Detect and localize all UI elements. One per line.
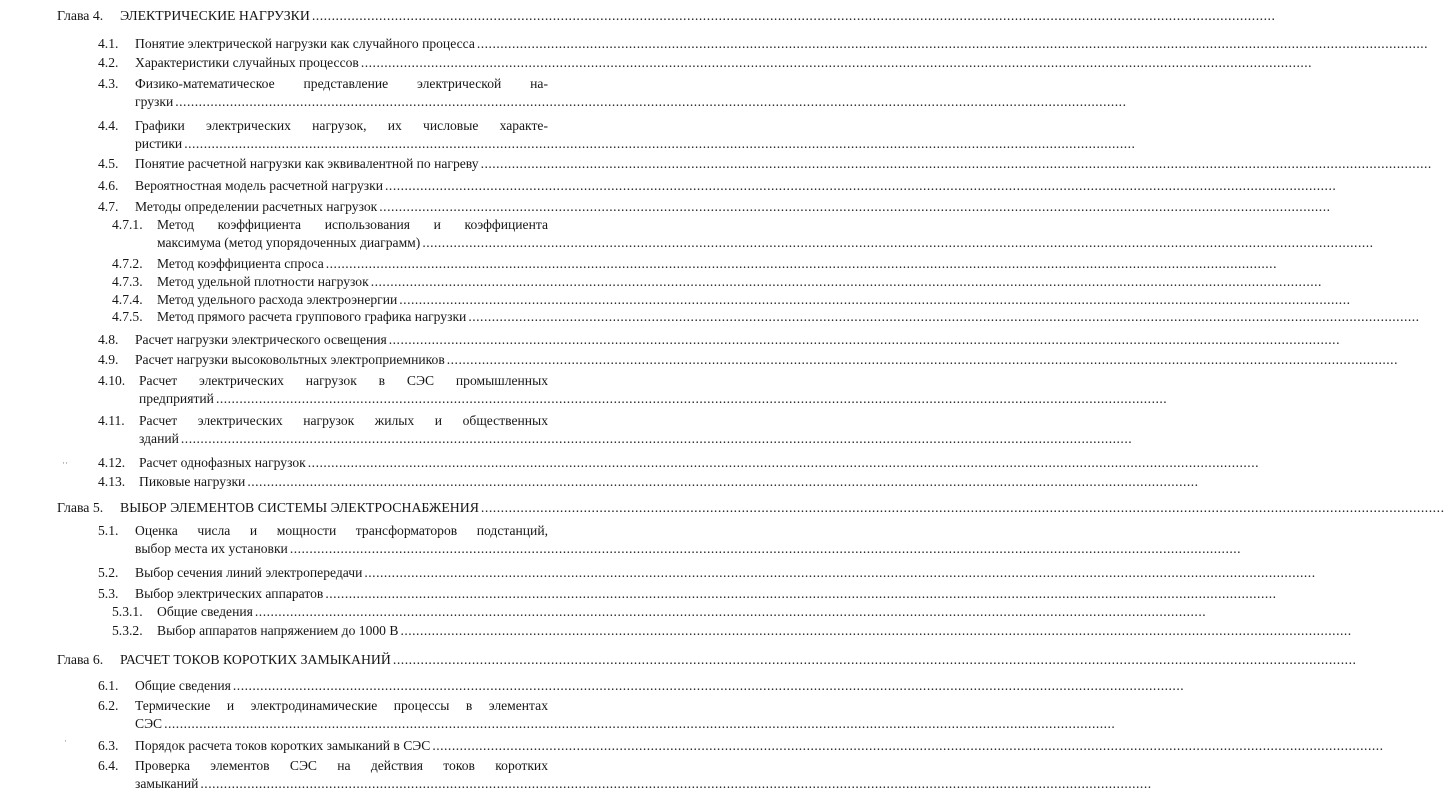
- toc-line: [98, 564, 548, 582]
- toc-entry-s6-3: [98, 737, 548, 755]
- toc-entry-s4-7-5: [112, 308, 548, 326]
- toc-line: [98, 198, 548, 216]
- toc-title: Порядок расчета токов коротких замыканий в СЭС: [135, 738, 431, 753]
- dot-leader: [200, 775, 1151, 793]
- toc-entry-s4-2: [98, 54, 548, 72]
- dot-leader: [477, 35, 1428, 53]
- toc-entry-s4-7-1: [112, 216, 548, 252]
- toc-title: Расчет нагрузки высоковольтных электроприемников: [135, 352, 445, 367]
- dot-leader: [290, 540, 1241, 558]
- toc-entry-s5-3-2: [112, 622, 548, 640]
- toc-title: Графики электрических нагрузок, их числовые характе-: [135, 118, 548, 133]
- toc-entry-s5-3: [98, 585, 548, 603]
- dot-leader: [164, 715, 1115, 733]
- toc-number: 4.5.: [98, 156, 119, 171]
- toc-line: [57, 7, 548, 25]
- toc-entry-s4-12: [98, 454, 548, 472]
- toc-title: Метод удельного расхода электроэнергии: [157, 292, 398, 307]
- dot-leader: [400, 622, 1351, 640]
- toc-line: [98, 351, 548, 369]
- toc-line: [98, 54, 548, 72]
- toc-line: [98, 522, 548, 540]
- dot-leader: [422, 234, 1373, 252]
- toc-title: Метод коэффициента использования и коэффициента: [157, 217, 548, 232]
- toc-entry-s4-11: [98, 412, 548, 448]
- toc-title: зданий: [139, 431, 179, 446]
- toc-number: 5.2.: [98, 565, 119, 580]
- table-of-contents-page: [0, 0, 566, 796]
- toc-title: Проверка элементов СЭС на действия токов коротких: [135, 758, 548, 773]
- dot-leader: [447, 351, 1398, 369]
- toc-line: [98, 677, 548, 695]
- toc-line: [98, 135, 548, 153]
- dot-leader: [481, 155, 1432, 173]
- toc-line: [98, 430, 548, 448]
- toc-title: Выбор аппаратов напряжением до 1000 В: [157, 623, 399, 638]
- toc-number: Глава 6.: [57, 652, 104, 667]
- toc-number: 4.7.3.: [112, 274, 143, 289]
- dot-leader: [379, 198, 1330, 216]
- dot-leader: [175, 93, 1126, 111]
- toc-line: [112, 291, 548, 309]
- toc-title: СЭС: [135, 716, 163, 731]
- toc-number: 4.11.: [98, 413, 125, 428]
- toc-title: Общие сведения: [157, 604, 253, 619]
- toc-title: Термические и электродинамические процессы в элементах: [135, 698, 548, 713]
- toc-line: [112, 273, 548, 291]
- toc-line: [98, 697, 548, 715]
- toc-entry-s4-7: [98, 198, 548, 216]
- toc-title: Расчет нагрузки электрического освещения: [135, 332, 387, 347]
- toc-line: [112, 216, 548, 234]
- toc-entry-ch4: [57, 7, 548, 25]
- toc-number: 4.7.: [98, 199, 119, 214]
- toc-title: ЭЛЕКТРИЧЕСКИЕ НАГРУЗКИ: [120, 8, 310, 23]
- toc-number: Глава 4.: [57, 8, 104, 23]
- toc-line: [98, 737, 548, 755]
- dot-leader: [385, 177, 1336, 195]
- toc-number: 4.1.: [98, 36, 119, 51]
- dot-leader: [184, 135, 1135, 153]
- toc-line: [98, 35, 548, 53]
- toc-line: [98, 757, 548, 775]
- dot-leader: [364, 564, 1315, 582]
- dot-leader: [308, 454, 1259, 472]
- toc-number: 4.3.: [98, 76, 119, 91]
- toc-title: Пиковые нагрузки: [139, 474, 246, 489]
- toc-line: [98, 177, 548, 195]
- toc-number: 4.7.4.: [112, 292, 143, 307]
- dot-leader: [325, 585, 1276, 603]
- dot-leader: [481, 499, 1445, 517]
- toc-entry-s4-13: [98, 473, 548, 491]
- toc-line: [57, 499, 548, 517]
- toc-title: Характеристики случайных процессов: [135, 55, 359, 70]
- toc-title: ВЫБОР ЭЛЕМЕНТОВ СИСТЕМЫ ЭЛЕКТРОСНАБЖЕНИЯ: [120, 500, 479, 515]
- toc-title: Расчет электрических нагрузок в СЭС промышленных: [139, 373, 548, 388]
- toc-entry-s5-3-1: [112, 603, 548, 621]
- toc-line: [98, 775, 548, 793]
- toc-entry-s4-3: [98, 75, 548, 111]
- toc-line: [112, 255, 548, 273]
- toc-number: 5.1.: [98, 523, 119, 538]
- toc-title: Выбор электрических аппаратов: [135, 586, 324, 601]
- toc-number: 5.3.2.: [112, 623, 143, 638]
- dot-leader: [181, 430, 1132, 448]
- dot-leader: [393, 651, 1357, 669]
- toc-line: [98, 473, 548, 491]
- toc-line: [98, 585, 548, 603]
- toc-line: [98, 331, 548, 349]
- toc-title: Понятие расчетной нагрузки как эквивалентной по нагреву: [135, 156, 479, 171]
- toc-entry-s5-1: [98, 522, 548, 558]
- toc-entry-s4-8: [98, 331, 548, 349]
- toc-entry-s4-7-4: [112, 291, 548, 309]
- toc-number: 4.2.: [98, 55, 119, 70]
- toc-title: Метод удельной плотности нагрузок: [157, 274, 369, 289]
- toc-number: 4.8.: [98, 332, 119, 347]
- toc-line: [98, 117, 548, 135]
- toc-line: [98, 75, 548, 93]
- dot-leader: [399, 291, 1350, 309]
- toc-number: 4.12.: [98, 455, 126, 470]
- dot-leader: [361, 54, 1312, 72]
- toc-number: 4.6.: [98, 178, 119, 193]
- toc-line: [98, 93, 548, 111]
- toc-title: максимума (метод упорядоченных диаграмм): [157, 235, 421, 250]
- toc-line: [98, 715, 548, 733]
- toc-number: 6.2.: [98, 698, 119, 713]
- toc-number: 5.3.1.: [112, 604, 143, 619]
- toc-entry-s4-5: [98, 155, 548, 173]
- dot-leader: [326, 255, 1277, 273]
- toc-line: [98, 372, 548, 390]
- toc-line: [112, 234, 548, 252]
- toc-title: Общие сведения: [135, 678, 231, 693]
- toc-number: 4.13.: [98, 474, 126, 489]
- toc-entry-ch5: [57, 499, 548, 517]
- toc-number: 4.7.2.: [112, 256, 143, 271]
- toc-title: замыканий: [135, 776, 199, 791]
- toc-line: [57, 651, 548, 669]
- toc-number: 6.4.: [98, 758, 119, 773]
- toc-number: 4.7.1.: [112, 217, 143, 232]
- toc-number: 4.4.: [98, 118, 119, 133]
- toc-title: Метод коэффициента спроса: [157, 256, 324, 271]
- toc-entry-s4-7-3: [112, 273, 548, 291]
- scan-speck: ·: [64, 736, 67, 746]
- dot-leader: [216, 390, 1167, 408]
- toc-line: [98, 390, 548, 408]
- toc-line: [112, 622, 548, 640]
- toc-title: грузки: [135, 94, 174, 109]
- toc-entry-s4-6: [98, 177, 548, 195]
- toc-entry-s4-4: [98, 117, 548, 153]
- toc-number: 4.7.5.: [112, 309, 143, 324]
- dot-leader: [389, 331, 1340, 349]
- dot-leader: [432, 737, 1383, 755]
- toc-title: Выбор сечения линий электропередачи: [135, 565, 363, 580]
- dot-leader: [233, 677, 1184, 695]
- toc-entry-s4-10: [98, 372, 548, 408]
- toc-title: Оценка числа и мощности трансформаторов подстанций,: [135, 523, 548, 538]
- toc-number: 4.9.: [98, 352, 119, 367]
- dot-leader: [255, 603, 1206, 621]
- scan-speck: ··: [62, 458, 68, 468]
- dot-leader: [312, 7, 1276, 25]
- toc-entry-s4-7-2: [112, 255, 548, 273]
- toc-line: [98, 454, 548, 472]
- toc-entry-s4-9: [98, 351, 548, 369]
- toc-line: [112, 603, 548, 621]
- toc-entry-s4-1: [98, 35, 548, 53]
- toc-title: Вероятностная модель расчетной нагрузки: [135, 178, 384, 193]
- toc-number: 6.3.: [98, 738, 119, 753]
- toc-title: Понятие электрической нагрузки как случайного процесса: [135, 36, 475, 51]
- toc-number: 5.3.: [98, 586, 119, 601]
- toc-entry-s6-1: [98, 677, 548, 695]
- toc-line: [112, 308, 548, 326]
- toc-number: 4.10.: [98, 373, 126, 388]
- toc-title: предприятий: [139, 391, 214, 406]
- dot-leader: [468, 308, 1419, 326]
- toc-number: Глава 5.: [57, 500, 104, 515]
- toc-title: ристики: [135, 136, 183, 151]
- dot-leader: [371, 273, 1322, 291]
- dot-leader: [247, 473, 1198, 491]
- toc-line: [98, 540, 548, 558]
- toc-title: Расчет электрических нагрузок жилых и общественных: [139, 413, 548, 428]
- toc-entry-s6-4: [98, 757, 548, 793]
- toc-entry-s5-2: [98, 564, 548, 582]
- toc-title: Метод прямого расчета группового графика нагрузки: [157, 309, 467, 324]
- toc-entry-ch6: [57, 651, 548, 669]
- toc-title: Физико-математическое представление электрической на-: [135, 76, 548, 91]
- toc-title: Расчет однофазных нагрузок: [139, 455, 306, 470]
- toc-entry-s6-2: [98, 697, 548, 733]
- toc-title: выбор места их установки: [135, 541, 288, 556]
- toc-title: РАСЧЕТ ТОКОВ КОРОТКИХ ЗАМЫКАНИЙ: [120, 652, 391, 667]
- toc-number: 6.1.: [98, 678, 119, 693]
- toc-title: Методы определении расчетных нагрузок: [135, 199, 378, 214]
- toc-line: [98, 155, 548, 173]
- toc-line: [98, 412, 548, 430]
